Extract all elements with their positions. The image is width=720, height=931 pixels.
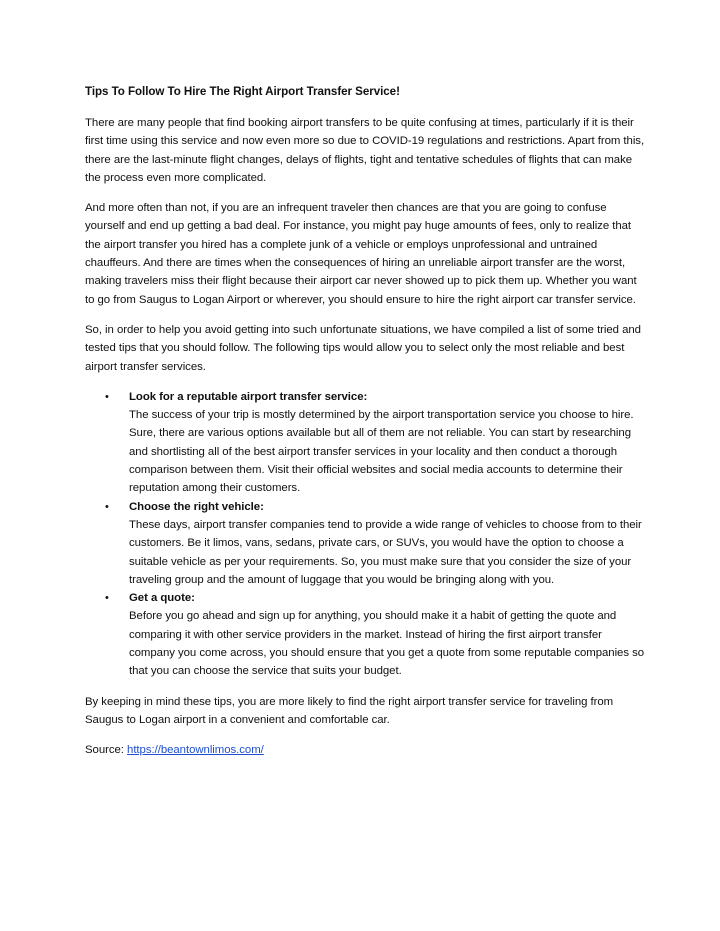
- tip-item-reputable-service: [85, 388, 645, 498]
- tip-heading: Choose the right vehicle:: [129, 500, 264, 513]
- tips-list: [85, 388, 645, 681]
- closing-paragraph: By keeping in mind these tips, you are more likely to find the right airport transfer service for traveling from Saugus to Logan airport in a convenient and comfortable car.: [85, 695, 614, 726]
- source-line: [85, 741, 645, 759]
- document-page: [85, 83, 645, 772]
- tips-intro-paragraph: So, in order to help you avoid getting into such unfortunate situations, we have compiled a list of some tried and tested tips that you should follow. The following tips would allow you to select only the most reliable and best airport transfer services.: [85, 323, 641, 373]
- problem-paragraph: And more often than not, if you are an infrequent traveler then chances are that you are going to confuse yourself and end up getting a bad deal. For instance, you might pay huge amounts of fees, only to realize that the airport transfer you hired has a complete junk of a vehicle or employs unprofessional and untrained chauffeurs. And there are times when the consequences of hiring an unreliable airport transfer are the worst, making travelers miss their flight because their airport car never showed up to pick them up. Whether you want to go from Saugus to Logan Airport or wherever, you should ensure to hire the right airport car transfer service.: [85, 202, 637, 306]
- tip-text: These days, airport transfer companies tend to provide a wide range of vehicles to choose from to their customers. Be it limos, vans, sedans, private cars, or SUVs, you would have the option to choose a suitable vehicle as per your requirements. So, you must make sure that you consider the size of your traveling group and the amount of luggage that you would be bringing along with you.: [129, 518, 642, 586]
- tip-item-right-vehicle: [85, 498, 645, 589]
- bullet-icon: •: [105, 390, 109, 403]
- document-title: Tips To Follow To Hire The Right Airport Transfer Service!: [85, 85, 400, 98]
- tip-text: The success of your trip is mostly determined by the airport transportation service you choose to hire. Sure, there are various options available but all of them are not reliable. You can start by researching and shortlisting all of the best airport transfer services in your locality and then conduct a thorough comparison between them. Visit their official websites and social media accounts to determine their reputation among their customers.: [129, 409, 634, 495]
- tip-item-get-quote: [85, 589, 645, 680]
- bullet-icon: •: [105, 500, 109, 513]
- source-link[interactable]: https://beantownlimos.com/: [127, 744, 264, 757]
- intro-paragraph: There are many people that find booking airport transfers to be quite confusing at times, particularly if it is their first time using this service and now even more so due to COVID-19 regulations and restrictions. Apart from this, there are the last-minute flight changes, delays of flights, tight and tentative schedules of flights that can make the process even more complicated.: [85, 117, 645, 184]
- source-label: Source:: [85, 744, 128, 757]
- bullet-icon: •: [105, 592, 109, 605]
- tip-heading: Look for a reputable airport transfer service:: [129, 390, 368, 403]
- tip-heading: Get a quote:: [129, 592, 195, 605]
- tip-text: Before you go ahead and sign up for anything, you should make it a habit of getting the quote and comparing it with other service providers in the market. Instead of hiring the first airport transfer company you come across, you should ensure that you get a quote from some reputable companies so that you can choose the service that suits your budget.: [129, 610, 645, 678]
